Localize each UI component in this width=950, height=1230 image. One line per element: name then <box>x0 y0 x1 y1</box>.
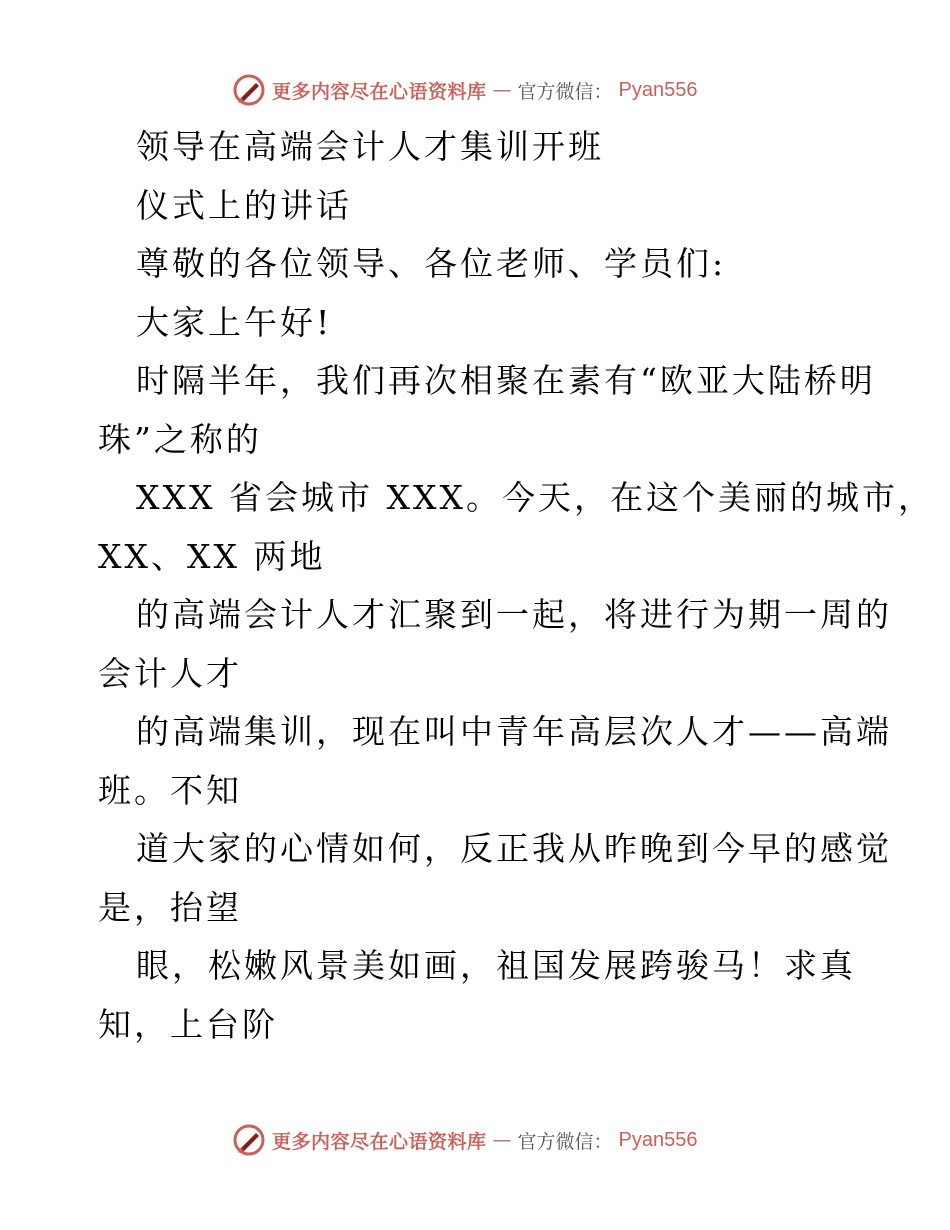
paragraph-line: 时隔半年，我们再次相聚在素有“欧亚大陆桥明 <box>136 361 876 400</box>
header-wechat-label: 官方微信： <box>517 80 613 103</box>
header-brand-text: 更多内容尽在心语资料库 <box>272 80 487 103</box>
paragraph-line: 知，上台阶 <box>98 1004 278 1044</box>
footer-brand-text: 更多内容尽在心语资料库 <box>272 1130 487 1153</box>
paragraph-line: 道大家的心情如何，反正我从昨晚到今早的感觉 <box>136 829 892 868</box>
paragraph-line: 的高端集训，现在叫中青年高层次人才——高端 <box>136 712 892 751</box>
footer-wechat-id: Pyan556 <box>618 1128 698 1151</box>
footer-banner <box>232 1120 698 1160</box>
greeting-line: 大家上午好! <box>136 302 333 342</box>
title-line-2: 仪式上的讲话 <box>136 185 352 225</box>
quill-logo-icon <box>232 1123 266 1157</box>
footer-wechat-label: 官方微信： <box>517 1130 613 1153</box>
paragraph-line: XXX 省会城市 XXX。今天，在这个美丽的城市， <box>136 478 934 517</box>
paragraph-line: 班。不知 <box>98 770 242 810</box>
document-body <box>98 118 934 1054</box>
salutation-line: 尊敬的各位领导、各位老师、学员们: <box>136 244 727 283</box>
header-dash: — <box>492 79 512 101</box>
footer-dash: — <box>492 1129 512 1151</box>
paragraph-line: 是，抬望 <box>98 887 242 927</box>
header-banner <box>232 70 698 110</box>
paragraph-line: XX、XX 两地 <box>98 536 326 576</box>
paragraph-line: 的高端会计人才汇聚到一起，将进行为期一周的 <box>136 595 892 634</box>
title-line-1: 领导在高端会计人才集训开班 <box>136 127 604 166</box>
paragraph-line: 珠”之称的 <box>98 419 262 459</box>
paragraph-line: 会计人才 <box>98 653 242 693</box>
header-wechat-id: Pyan556 <box>618 78 698 101</box>
quill-logo-icon <box>232 73 266 107</box>
paragraph-line: 眼，松嫩风景美如画，祖国发展跨骏马！求真 <box>136 946 856 985</box>
